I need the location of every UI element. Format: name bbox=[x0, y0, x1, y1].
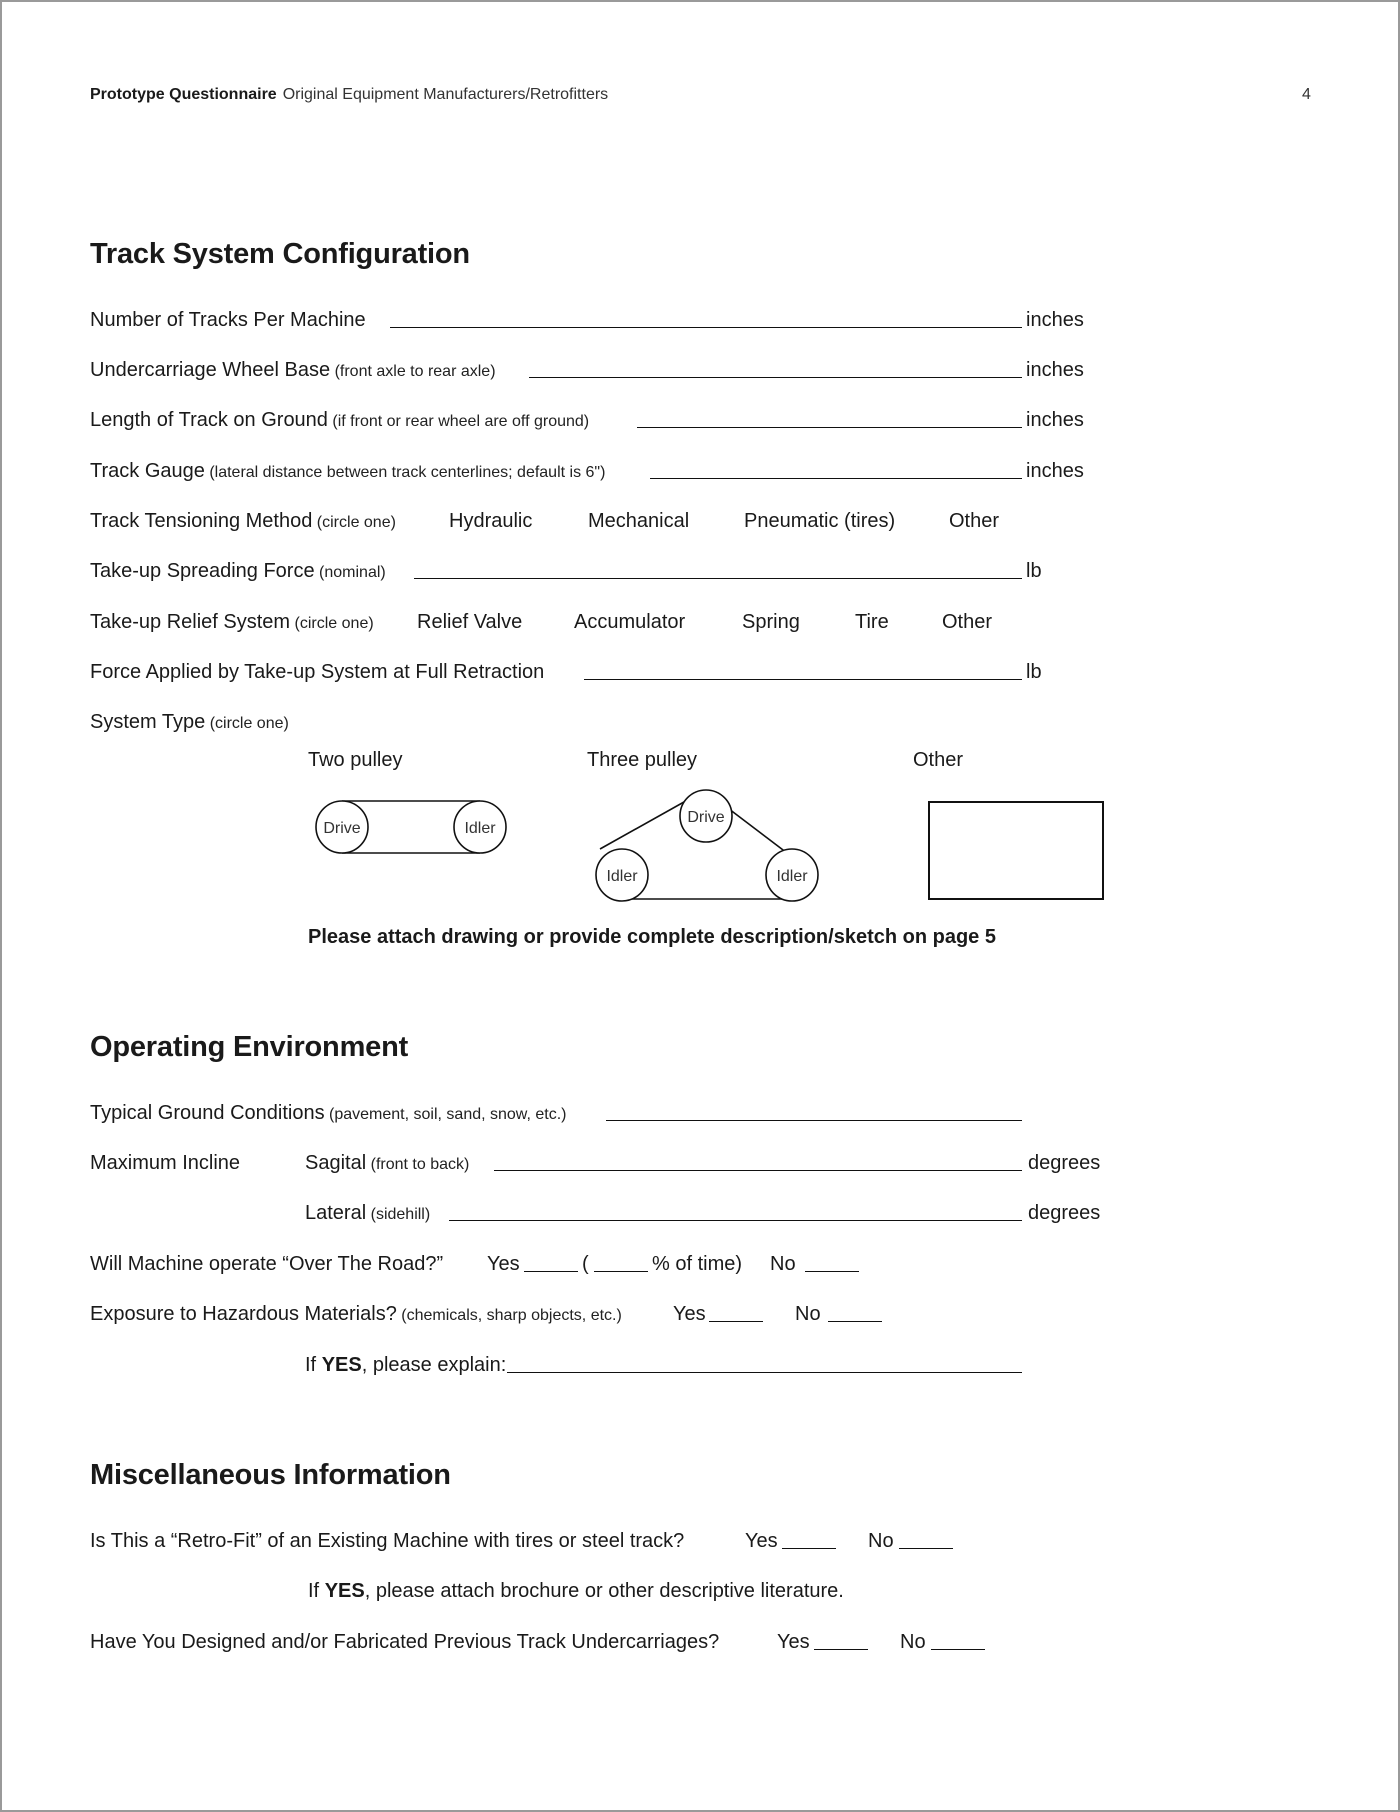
over-road-percent-label: % of time) bbox=[652, 1253, 743, 1275]
tensioning-option-pneumatic[interactable]: Pneumatic (tires) bbox=[744, 510, 896, 532]
num-tracks-unit: inches bbox=[1026, 309, 1084, 331]
over-road-no-field[interactable] bbox=[805, 1271, 859, 1272]
hazardous-yes-field[interactable] bbox=[709, 1321, 763, 1322]
lateral-label: Lateral bbox=[305, 1202, 367, 1224]
retrofit-note-prefix: If bbox=[308, 1580, 320, 1602]
lateral-unit: degrees bbox=[1028, 1202, 1101, 1224]
header-title: Prototype Questionnaire bbox=[90, 86, 277, 103]
explain-yes-bold: YES bbox=[321, 1354, 362, 1376]
lateral-note: (sidehill) bbox=[370, 1206, 431, 1223]
lateral-field[interactable] bbox=[449, 1220, 1022, 1221]
relief-option-spring[interactable]: Spring bbox=[742, 611, 800, 633]
retrofit-label: Is This a “Retro-Fit” of an Existing Machine with tires or steel track? bbox=[90, 1530, 685, 1552]
ground-conditions-label: Typical Ground Conditions bbox=[90, 1102, 325, 1124]
sagital-note: (front to back) bbox=[370, 1156, 470, 1173]
system-option-other[interactable]: Other bbox=[913, 749, 964, 771]
hazardous-no-field[interactable] bbox=[828, 1321, 882, 1322]
relief-option-other[interactable]: Other bbox=[942, 611, 993, 633]
sagital-row bbox=[305, 1152, 469, 1175]
tensioning-option-mechanical[interactable]: Mechanical bbox=[588, 510, 690, 532]
wheel-base-label: Undercarriage Wheel Base bbox=[90, 359, 331, 381]
over-road-yes-label: Yes bbox=[487, 1253, 520, 1275]
spreading-force-note: (nominal) bbox=[319, 564, 386, 581]
hazardous-no-label: No bbox=[795, 1303, 821, 1325]
explain-suffix: , please explain: bbox=[361, 1354, 507, 1376]
tensioning-note: (circle one) bbox=[316, 514, 396, 531]
designed-no-label: No bbox=[900, 1631, 926, 1653]
two-pulley-drive-label: Drive bbox=[323, 820, 361, 837]
spreading-force-field[interactable] bbox=[414, 578, 1022, 579]
over-road-label: Will Machine operate “Over The Road?” bbox=[90, 1253, 444, 1275]
ground-conditions-field[interactable] bbox=[606, 1120, 1022, 1121]
track-gauge-label: Track Gauge bbox=[90, 460, 205, 482]
retrofit-no-field[interactable] bbox=[899, 1548, 953, 1549]
tensioning-option-other[interactable]: Other bbox=[949, 510, 1000, 532]
system-option-two-pulley[interactable]: Two pulley bbox=[308, 749, 403, 771]
designed-no-field[interactable] bbox=[931, 1649, 985, 1650]
system-type-note: (circle one) bbox=[209, 715, 289, 732]
wheel-base-row bbox=[90, 359, 496, 382]
track-length-unit: inches bbox=[1026, 409, 1084, 431]
sagital-field[interactable] bbox=[494, 1170, 1022, 1171]
designed-yes-field[interactable] bbox=[814, 1649, 868, 1650]
explain-label bbox=[305, 1354, 506, 1377]
three-pulley-drive-label: Drive bbox=[687, 809, 725, 826]
hazardous-label: Exposure to Hazardous Materials? bbox=[90, 1303, 397, 1325]
explain-field[interactable] bbox=[507, 1372, 1022, 1373]
section-heading-operating-environment: Operating Environment bbox=[90, 1031, 409, 1063]
designed-label: Have You Designed and/or Fabricated Previous Track Undercarriages? bbox=[90, 1631, 720, 1653]
track-length-field[interactable] bbox=[637, 427, 1022, 428]
num-tracks-label: Number of Tracks Per Machine bbox=[90, 309, 366, 331]
system-type-label: System Type bbox=[90, 711, 206, 733]
track-gauge-unit: inches bbox=[1026, 460, 1084, 482]
designed-yes-label: Yes bbox=[777, 1631, 810, 1653]
system-type-row bbox=[90, 711, 289, 734]
hazardous-row bbox=[90, 1303, 622, 1326]
two-pulley-diagram[interactable] bbox=[312, 797, 512, 857]
track-gauge-note: (lateral distance between track centerlines; default is 6") bbox=[209, 464, 606, 481]
retrofit-yes-field[interactable] bbox=[782, 1548, 836, 1549]
relief-option-tire[interactable]: Tire bbox=[855, 611, 889, 633]
sagital-label: Sagital bbox=[305, 1152, 367, 1174]
hazardous-yes-label: Yes bbox=[673, 1303, 706, 1325]
two-pulley-idler-label: Idler bbox=[464, 820, 496, 837]
page-header bbox=[90, 86, 608, 104]
page-number: 4 bbox=[1302, 86, 1311, 103]
force-applied-label: Force Applied by Take-up System at Full Retraction bbox=[90, 661, 545, 683]
ground-conditions-row bbox=[90, 1102, 566, 1125]
three-pulley-idler-right-label: Idler bbox=[776, 868, 808, 885]
over-road-paren: ( bbox=[582, 1253, 589, 1275]
tensioning-label: Track Tensioning Method bbox=[90, 510, 313, 532]
system-option-three-pulley[interactable]: Three pulley bbox=[587, 749, 698, 771]
retrofit-no-label: No bbox=[868, 1530, 894, 1552]
spreading-force-unit: lb bbox=[1026, 560, 1042, 582]
section-heading-track-system: Track System Configuration bbox=[90, 238, 470, 270]
explain-prefix: If bbox=[305, 1354, 317, 1376]
track-gauge-row bbox=[90, 460, 605, 483]
retrofit-yes-label: Yes bbox=[745, 1530, 778, 1552]
relief-option-accumulator[interactable]: Accumulator bbox=[574, 611, 686, 633]
over-road-no-label: No bbox=[770, 1253, 796, 1275]
relief-system-note: (circle one) bbox=[294, 615, 374, 632]
attach-drawing-note: Please attach drawing or provide complete description/sketch on page 5 bbox=[308, 926, 996, 948]
retrofit-note-suffix: , please attach brochure or other descriptive literature. bbox=[364, 1580, 844, 1602]
hazardous-note: (chemicals, sharp objects, etc.) bbox=[401, 1307, 622, 1324]
relief-option-valve[interactable]: Relief Valve bbox=[417, 611, 523, 633]
three-pulley-idler-left-label: Idler bbox=[606, 868, 638, 885]
lateral-row bbox=[305, 1202, 430, 1225]
spreading-force-label: Take-up Spreading Force bbox=[90, 560, 315, 582]
relief-system-row bbox=[90, 611, 374, 634]
sagital-unit: degrees bbox=[1028, 1152, 1101, 1174]
track-gauge-field[interactable] bbox=[650, 478, 1022, 479]
force-applied-unit: lb bbox=[1026, 661, 1042, 683]
force-applied-field[interactable] bbox=[584, 679, 1022, 680]
tensioning-option-hydraulic[interactable]: Hydraulic bbox=[449, 510, 533, 532]
header-subtitle: Original Equipment Manufacturers/Retrofitters bbox=[282, 86, 609, 103]
three-pulley-diagram[interactable] bbox=[592, 787, 822, 907]
other-system-sketch-box[interactable] bbox=[928, 801, 1104, 900]
wheel-base-note: (front axle to rear axle) bbox=[334, 363, 496, 380]
track-length-label: Length of Track on Ground bbox=[90, 409, 328, 431]
tensioning-row bbox=[90, 510, 396, 533]
retrofit-note bbox=[308, 1580, 844, 1603]
relief-system-label: Take-up Relief System bbox=[90, 611, 291, 633]
retrofit-note-yes-bold: YES bbox=[324, 1580, 365, 1602]
spreading-force-row bbox=[90, 560, 386, 583]
max-incline-label: Maximum Incline bbox=[90, 1152, 241, 1174]
wheel-base-unit: inches bbox=[1026, 359, 1084, 381]
num-tracks-field[interactable] bbox=[390, 327, 1022, 328]
section-heading-miscellaneous: Miscellaneous Information bbox=[90, 1459, 451, 1491]
ground-conditions-note: (pavement, soil, sand, snow, etc.) bbox=[329, 1106, 567, 1123]
over-road-yes-field[interactable] bbox=[524, 1271, 578, 1272]
wheel-base-field[interactable] bbox=[529, 377, 1022, 378]
over-road-percent-field[interactable] bbox=[594, 1271, 648, 1272]
track-length-row bbox=[90, 409, 589, 432]
track-length-note: (if front or rear wheel are off ground) bbox=[332, 413, 590, 430]
